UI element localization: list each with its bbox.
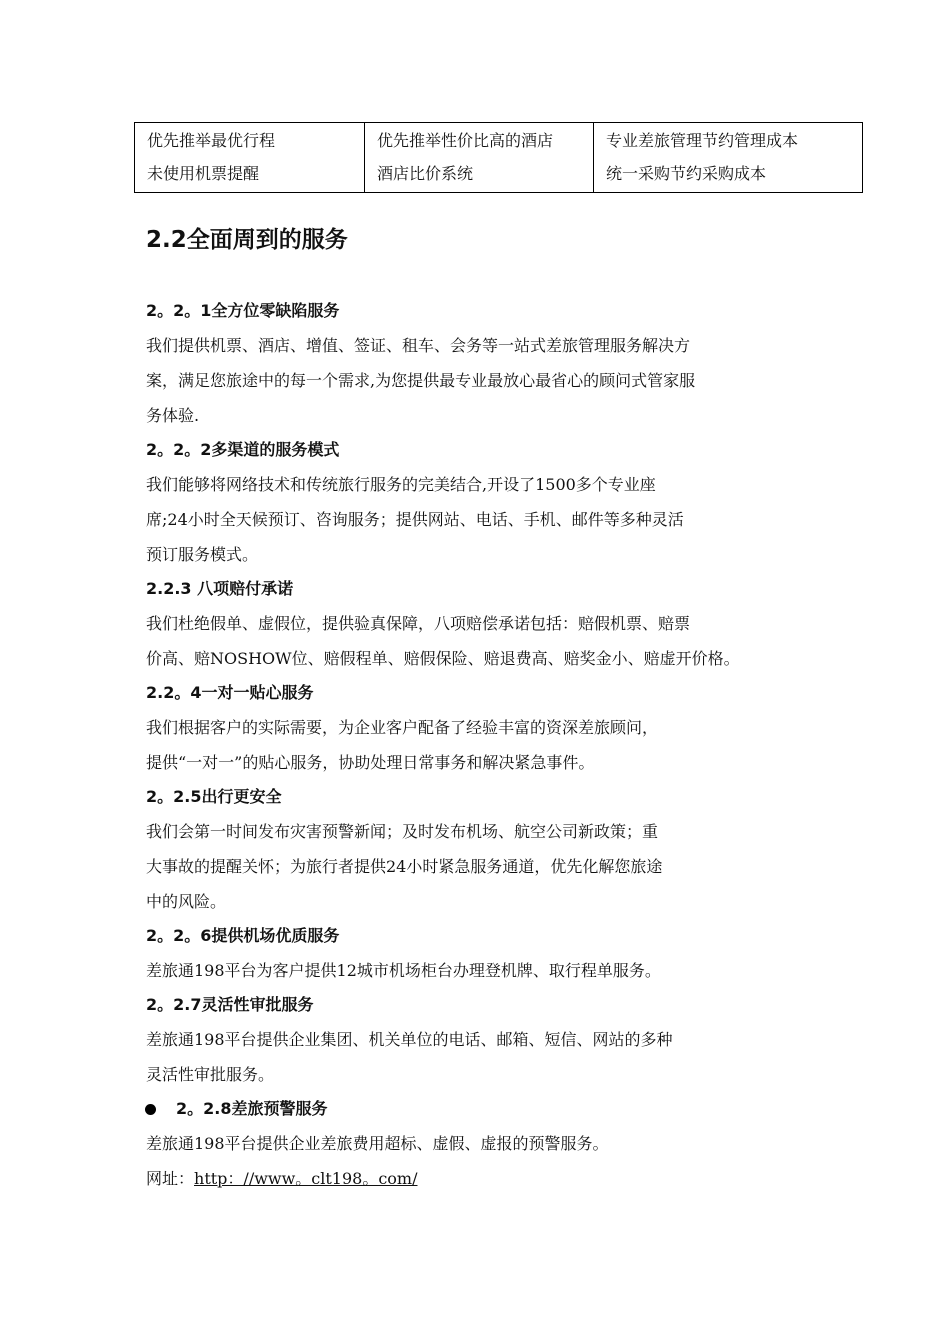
section-content [146,294,826,1196]
cell-line: 统一采购节约采购成本 [606,164,767,183]
subsection-heading: 2.2.3 八项赔付承诺 [146,579,294,598]
website-label: 网址： [146,1169,195,1188]
paragraph-line: 差旅通198平台提供企业差旅费用超标、虚假、虚报的预警服务。 [146,1134,609,1153]
paragraph-line: 我们会第一时间发布灾害预警新闻；及时发布机场、航空公司新政策；重 [146,822,659,841]
paragraph [146,1022,826,1092]
paragraph-line: 预订服务模式。 [146,545,259,564]
paragraph-line: 我们根据客户的实际需要，为企业客户配备了经验丰富的资深差旅顾问， [146,718,659,737]
paragraph-line: 席;24小时全天候预订、咨询服务；提供网站、电话、手机、邮件等多种灵活 [146,510,684,529]
bulleted-subsection-heading [146,1092,826,1126]
website-link[interactable]: http：//www。clt198。com/ [194,1169,418,1188]
paragraph [146,953,826,988]
table-cell [365,123,594,193]
cell-line: 酒店比价系统 [377,164,474,183]
paragraph-line: 差旅通198平台提供企业集团、机关单位的电话、邮箱、短信、网站的多种 [146,1030,673,1049]
cell-line: 优先推举性价比高的酒店 [377,131,554,150]
paragraph-line: 我们能够将网络技术和传统旅行服务的完美结合,开设了1500多个专业座 [146,475,656,494]
paragraph-line: 大事故的提醒关怀；为旅行者提供24小时紧急服务通道，优先化解您旅途 [146,857,663,876]
section-title: 2.2全面周到的服务 [146,227,348,253]
website-line [146,1161,826,1196]
paragraph [146,467,826,572]
cell-line: 专业差旅管理节约管理成本 [606,131,799,150]
paragraph-line: 我们杜绝假单、虚假位，提供验真保障，八项赔偿承诺包括：赔假机票、赔票 [146,614,691,633]
paragraph-line: 案，满足您旅途中的每一个需求,为您提供最专业最放心最省心的顾问式管家服 [146,371,696,390]
subsection-heading-text: 2。2.8差旅预警服务 [176,1099,328,1118]
table-row [135,123,863,193]
paragraph [146,710,826,780]
paragraph-line: 我们提供机票、酒店、增值、签证、租车、会务等一站式差旅管理服务解决方 [146,336,691,355]
paragraph [146,1126,826,1161]
paragraph-line: 灵活性审批服务。 [146,1065,275,1084]
paragraph-line: 中的风险。 [146,892,227,911]
cell-line: 未使用机票提醒 [147,164,260,183]
paragraph [146,814,826,919]
paragraph-line: 价高、赔NOSHOW位、赔假程单、赔假保险、赔退费高、赔奖金小、赔虚开价格。 [146,649,740,668]
paragraph [146,606,826,676]
paragraph-line: 提供“一对一”的贴心服务，协助处理日常事务和解决紧急事件。 [146,753,595,772]
paragraph-line: 差旅通198平台为客户提供12城市机场柜台办理登机牌、取行程单服务。 [146,961,661,980]
paragraph [146,328,826,433]
bullet-icon [145,1104,156,1115]
feature-table [134,122,863,193]
subsection-heading: 2.2。4一对一贴心服务 [146,683,314,702]
table-cell [135,123,365,193]
subsection-heading: 2。2.5出行更安全 [146,787,282,806]
subsection-heading: 2。2.7灵活性审批服务 [146,995,314,1014]
subsection-heading: 2。2。2多渠道的服务模式 [146,440,340,459]
table-cell [594,123,863,193]
subsection-heading: 2。2。6提供机场优质服务 [146,926,340,945]
subsection-heading: 2。2。1全方位零缺陷服务 [146,301,340,320]
cell-line: 优先推举最优行程 [147,131,276,150]
paragraph-line: 务体验. [146,406,200,425]
